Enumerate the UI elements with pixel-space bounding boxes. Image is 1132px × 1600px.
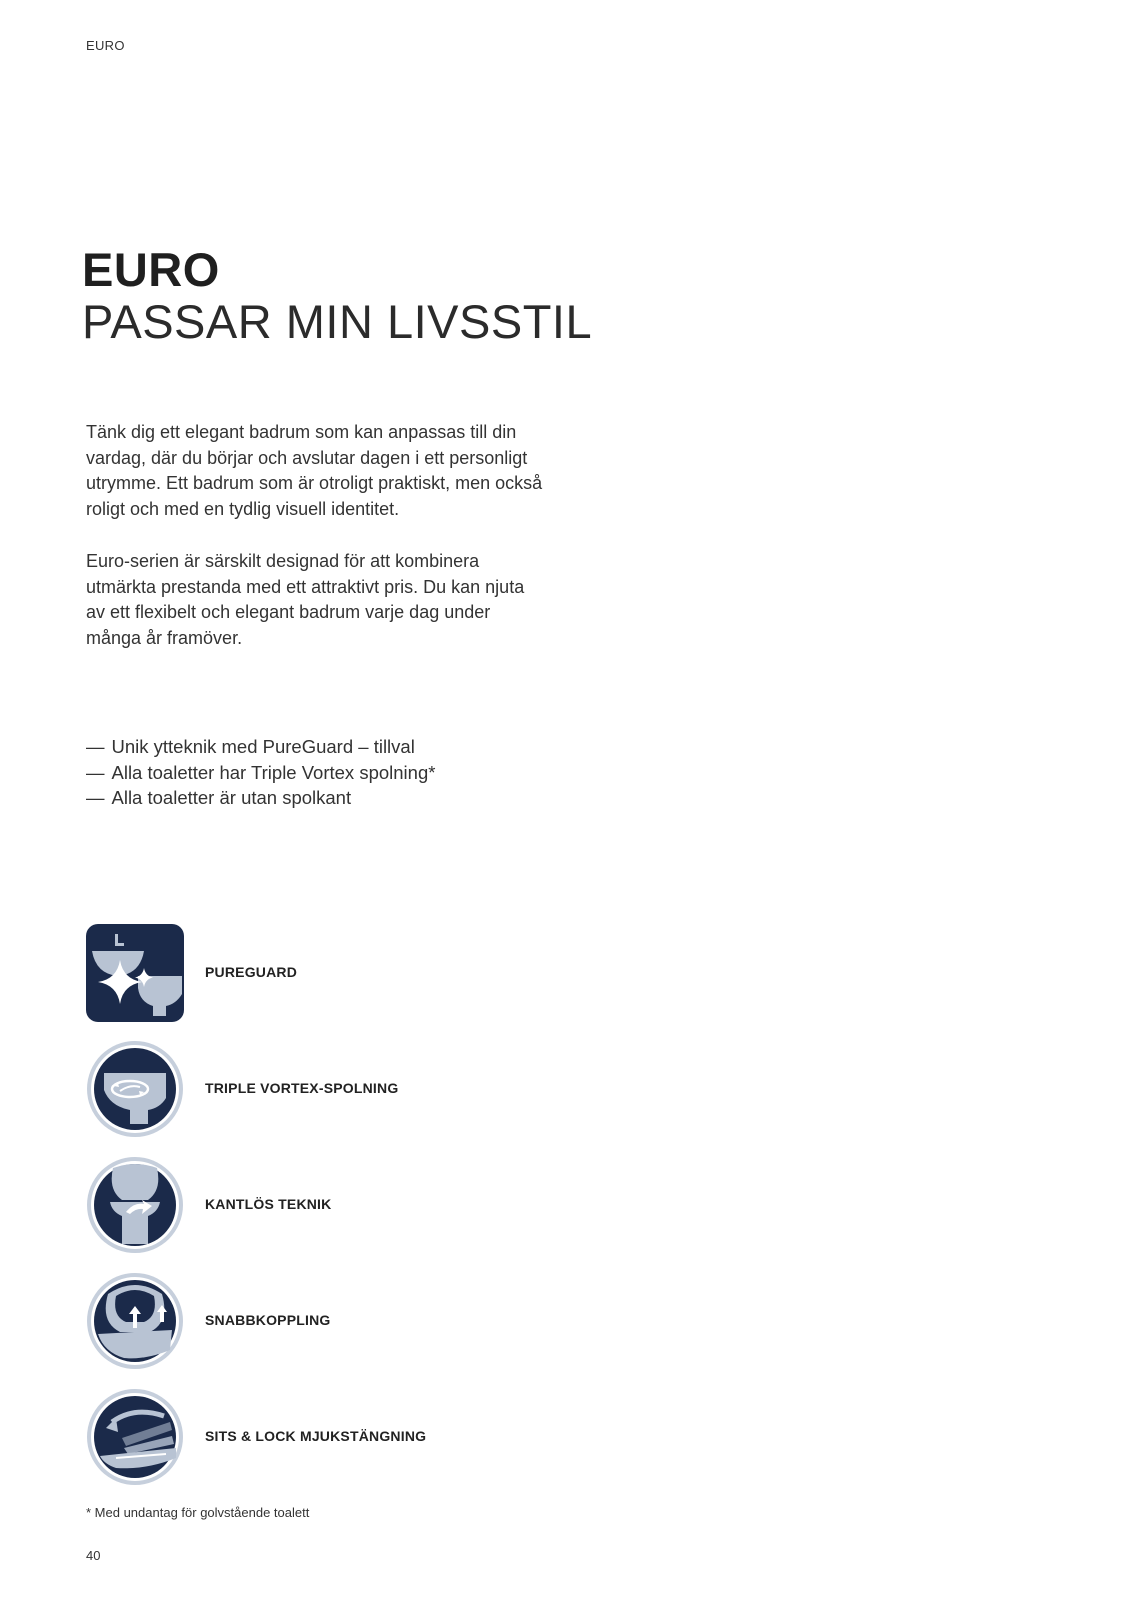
quick-release-icon xyxy=(86,1272,184,1370)
feature-triple-vortex xyxy=(86,1040,506,1138)
title-bold: EURO xyxy=(82,243,220,296)
paragraph-2: Euro-serien är särskilt designad för att kombinera utmärkta prestanda med ett attraktivt pris. Du kan njuta av ett flexibelt och elegant badrum varje dag under många år framöver. xyxy=(86,550,525,648)
bullet-text: Alla toaletter har Triple Vortex spolning* xyxy=(111,761,436,783)
bullet-dash: — xyxy=(86,761,105,783)
body-text xyxy=(86,420,546,678)
bullet-item xyxy=(86,785,435,811)
feature-label: KANTLÖS TEKNIK xyxy=(205,1196,332,1212)
soft-close-icon xyxy=(86,1388,184,1486)
bullet-text: Unik ytteknik med PureGuard – tillval xyxy=(111,736,415,757)
rimless-icon xyxy=(86,1156,184,1254)
feature-label: SITS & LOCK MJUKSTÄNGNING xyxy=(205,1428,427,1444)
bullet-item xyxy=(86,734,435,760)
feature-bullet-list xyxy=(86,734,435,811)
bullet-text: Alla toaletter är utan spolkant xyxy=(111,787,352,809)
triple-vortex-icon xyxy=(86,1040,184,1138)
page-number: 40 xyxy=(86,1548,101,1563)
page-title xyxy=(82,244,592,347)
feature-pureguard xyxy=(86,924,506,1022)
paragraph-1: Tänk dig ett elegant badrum som kan anpassas till din vardag, där du börjar och avslutar dagen i ett personligt utrymme. Ett badrum som är otroligt praktiskt, men också roligt och med en tydlig visuell identitet. xyxy=(86,422,543,520)
feature-rimless xyxy=(86,1156,506,1254)
pureguard-icon xyxy=(86,924,184,1022)
feature-label: SNABBKOPPLING xyxy=(205,1312,331,1328)
feature-quick-release xyxy=(86,1272,506,1370)
bullet-dash: — xyxy=(86,787,105,809)
feature-label: PUREGUARD xyxy=(205,964,298,980)
bullet-dash: — xyxy=(86,736,105,757)
title-subtitle: PASSAR MIN LIVSSTIL xyxy=(82,294,593,348)
bullet-item xyxy=(86,760,435,786)
feature-label: TRIPLE VORTEX-SPOLNING xyxy=(205,1080,399,1096)
running-head: EURO xyxy=(86,38,125,53)
feature-soft-close xyxy=(86,1388,506,1486)
footnote: * Med undantag för golvstående toalett xyxy=(86,1505,310,1520)
